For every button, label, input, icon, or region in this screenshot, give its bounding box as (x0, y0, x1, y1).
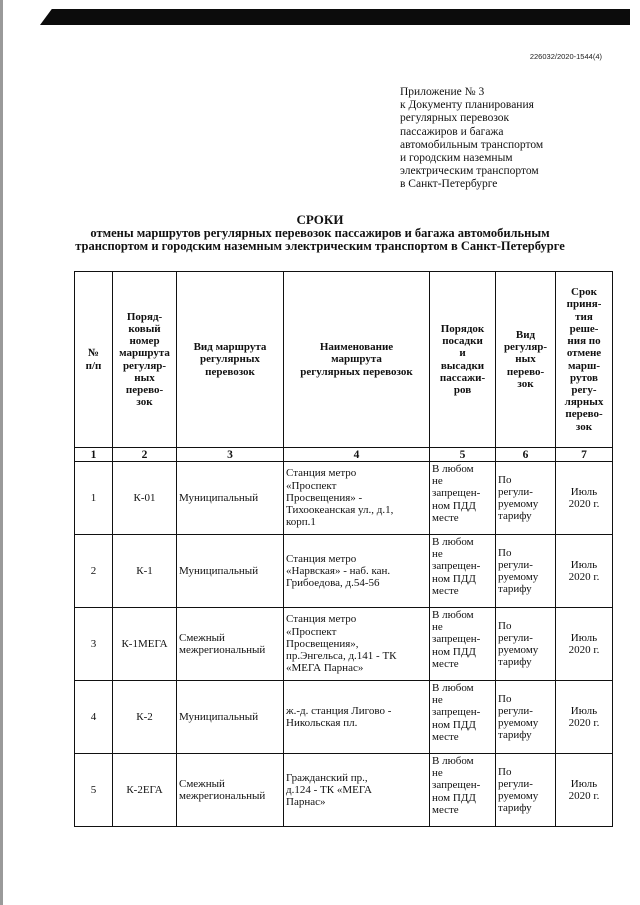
route-type-cell: Смежный межрегиональный (177, 608, 284, 681)
transport-kind-cell: По регули- руемому тарифу (496, 535, 556, 608)
header-cell-route-type: Вид маршрута регулярных перевозок (177, 272, 284, 448)
boarding-order-cell: В любом не запрещен- ном ПДД месте (430, 462, 496, 535)
scan-top-bar (0, 0, 640, 34)
table-header-row (75, 272, 613, 448)
decision-term-cell: Июль 2020 г. (556, 535, 613, 608)
route-number-cell: К-2 (113, 681, 177, 754)
route-type-cell: Смежный межрегиональный (177, 754, 284, 827)
route-name-cell: Станция метро «Проспект Просвещения» - Тихоокеанская ул., д.1, корп.1 (284, 462, 430, 535)
row-number-cell: 5 (75, 754, 113, 827)
transport-kind-cell: По регули- руемому тарифу (496, 462, 556, 535)
column-number: 4 (284, 448, 430, 462)
route-name-cell: Гражданский пр., д.124 - ТК «МЕГА Парнас» (284, 754, 430, 827)
column-number: 1 (75, 448, 113, 462)
header-cell-decision-term: Срок приня- тия реше- ния по отмене марш- рутов регу- лярных перево- зок (556, 272, 613, 448)
route-number-cell: К-2ЕГА (113, 754, 177, 827)
appendix-line: автомобильным транспортом (400, 138, 544, 151)
appendix-line: регулярных перевозок (400, 112, 510, 125)
column-number: 3 (177, 448, 284, 462)
decision-term-cell: Июль 2020 г. (556, 754, 613, 827)
route-number-cell: К-1 (113, 535, 177, 608)
header-cell-route-name: Наименование маршрута регулярных перевозок (284, 272, 430, 448)
boarding-order-cell: В любом не запрещен- ном ПДД месте (430, 681, 496, 754)
header-cell-boarding-order: Порядок посадки и высадки пассажи- ров (430, 272, 496, 448)
appendix-line: к Документу планирования (400, 99, 534, 112)
column-number: 2 (113, 448, 177, 462)
decision-term-cell: Июль 2020 г. (556, 681, 613, 754)
appendix-line: и городским наземным (400, 152, 513, 165)
table-row (75, 608, 613, 681)
boarding-order-cell: В любом не запрещен- ном ПДД месте (430, 754, 496, 827)
routes-table (74, 271, 613, 827)
scan-black-band (40, 9, 630, 25)
transport-kind-cell: По регули- руемому тарифу (496, 681, 556, 754)
column-number: 5 (430, 448, 496, 462)
boarding-order-cell: В любом не запрещен- ном ПДД месте (430, 608, 496, 681)
column-number: 6 (496, 448, 556, 462)
title-heading: СРОКИ (296, 212, 344, 227)
table-row (75, 754, 613, 827)
row-number-cell: 1 (75, 462, 113, 535)
scan-left-edge (0, 0, 3, 905)
table-row (75, 462, 613, 535)
decision-term-cell: Июль 2020 г. (556, 462, 613, 535)
title-line: транспортом и городским наземным электрическим транспортом в Санкт-Петербурге (75, 239, 565, 253)
route-type-cell: Муниципальный (177, 462, 284, 535)
table-row (75, 535, 613, 608)
column-number-row (75, 448, 613, 462)
title-line: отмены маршрутов регулярных перевозок пассажиров и багажа автомобильным (90, 225, 550, 240)
header-cell-route-number: Поряд- ковый номер маршрута регуляр- ных перево- зок (113, 272, 177, 448)
route-number-cell: К-01 (113, 462, 177, 535)
appendix-line: пассажиров и багажа (400, 125, 504, 138)
header-cell-number: № п/п (75, 272, 113, 448)
row-number-cell: 2 (75, 535, 113, 608)
document-number: 226032/2020-1544(4) (529, 52, 602, 61)
table-row (75, 681, 613, 754)
decision-term-cell: Июль 2020 г. (556, 608, 613, 681)
column-number: 7 (556, 448, 613, 462)
route-name-cell: ж.-д. станция Лигово - Никольская пл. (284, 681, 430, 754)
boarding-order-cell: В любом не запрещен- ном ПДД месте (430, 535, 496, 608)
route-type-cell: Муниципальный (177, 535, 284, 608)
transport-kind-cell: По регули- руемому тарифу (496, 754, 556, 827)
transport-kind-cell: По регули- руемому тарифу (496, 608, 556, 681)
appendix-line: электрическим транспортом (400, 165, 539, 178)
appendix-line: Приложение № 3 (400, 86, 485, 98)
route-name-cell: Станция метро «Нарвская» - наб. кан. Грибоедова, д.54-56 (284, 535, 430, 608)
route-type-cell: Муниципальный (177, 681, 284, 754)
appendix-block (400, 86, 600, 192)
row-number-cell: 4 (75, 681, 113, 754)
header-cell-transport-kind: Вид регуляр- ных перево- зок (496, 272, 556, 448)
document-title (0, 213, 640, 254)
row-number-cell: 3 (75, 608, 113, 681)
appendix-line: в Санкт-Петербурге (400, 178, 498, 191)
route-name-cell: Станция метро «Проспект Просвещения», пр.Энгельса, д.141 - ТК «МЕГА Парнас» (284, 608, 430, 681)
route-number-cell: К-1МЕГА (113, 608, 177, 681)
